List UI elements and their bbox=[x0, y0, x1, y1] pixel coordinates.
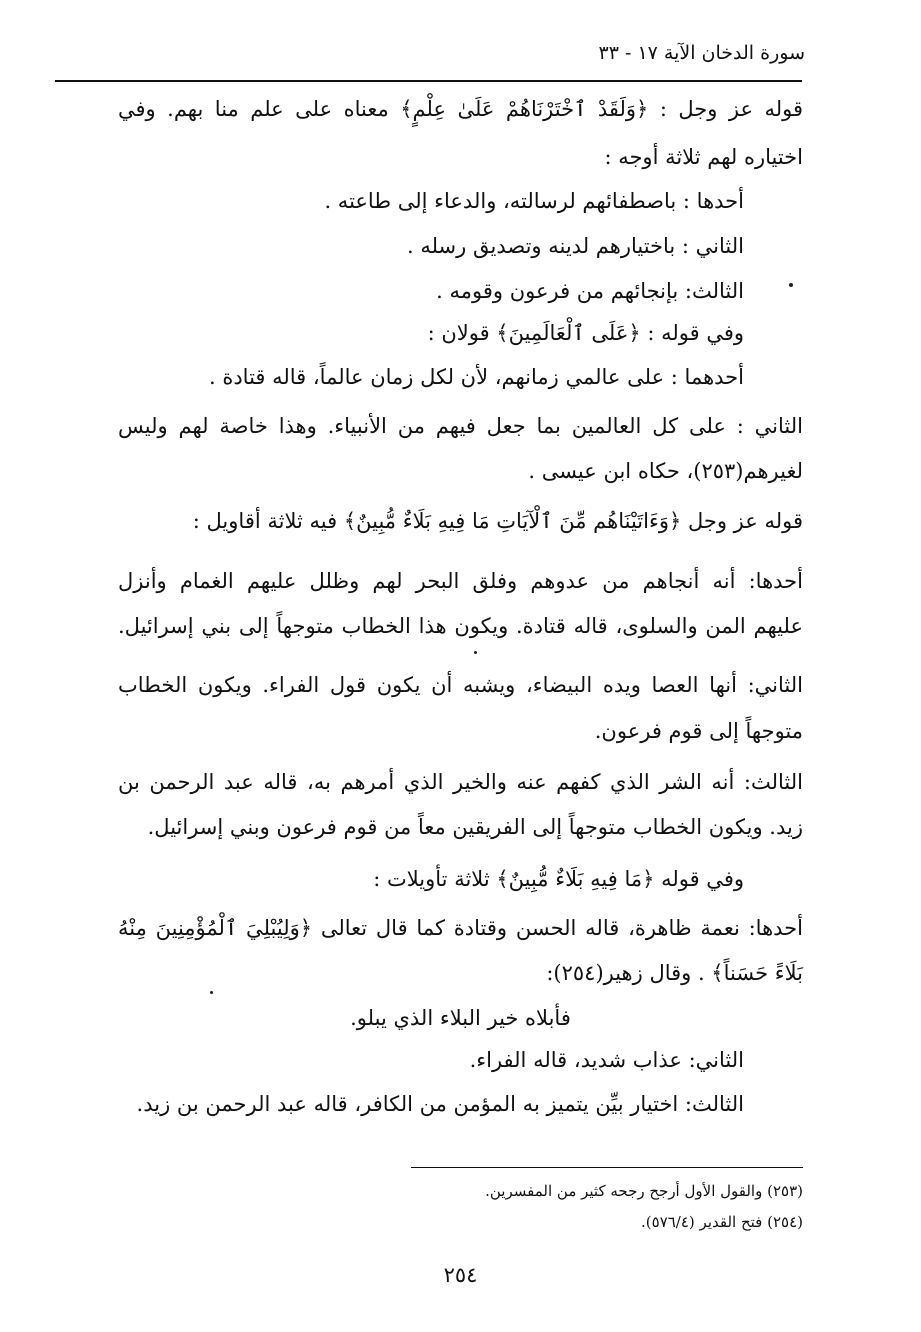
body-line: الثالث: أنه الشر الذي كفهم عنه والخير الذي أمرهم به، قاله عبد الرحمن بن bbox=[118, 770, 803, 794]
ink-speck bbox=[789, 283, 793, 287]
ink-speck bbox=[210, 991, 213, 994]
body-line: قوله عز وجل ﴿وَءَاتَيْنَاهُم مِّنَ ٱلْآيَاتِ مَا فِيهِ بَلَاءٌ مُّبِينٌ﴾ فيه ثلاثة أقاويل : bbox=[192, 509, 803, 533]
body-line: الثاني : على كل العالمين بما جعل فيهم من الأنبياء. وهذا خاصة لهم وليس bbox=[118, 414, 803, 438]
ink-speck bbox=[474, 651, 477, 654]
body-line: أحدها: أنه أنجاهم من عدوهم وفلق البحر لهم وظلل عليهم الغمام وأنزل bbox=[118, 569, 803, 593]
footnote-rule bbox=[411, 1167, 803, 1168]
body-line: الثاني : باختيارهم لدينه وتصديق رسله . bbox=[407, 234, 744, 258]
running-header: سورة الدخان الآية ١٧ - ٣٣ bbox=[598, 42, 805, 64]
page-number: ٢٥٤ bbox=[443, 1263, 478, 1287]
body-line: قوله عز وجل : ﴿وَلَقَدْ ٱخْتَرْنَاهُمْ عَلَىٰ عِلْمٍ﴾ معناه على علم منا بهم. وفي bbox=[118, 97, 803, 121]
footnote: (٢٥٤) فتح القدير (٥٧٦/٤). bbox=[641, 1213, 803, 1231]
body-line: زيد. ويكون الخطاب متوجهاً إلى الفريقين معاً من قوم فرعون وبني إسرائيل. bbox=[147, 815, 803, 839]
body-line: عليهم المن والسلوى، قاله قتادة. ويكون هذا الخطاب متوجهاً إلى بني إسرائيل. bbox=[118, 614, 803, 638]
body-line: أحدها : باصطفائهم لرسالته، والدعاء إلى طاعته . bbox=[324, 189, 744, 213]
poetry-line: فأبلاه خير البلاء الذي يبلو. bbox=[350, 1006, 571, 1030]
body-line: الثالث: بإنجائهم من فرعون وقومه . bbox=[436, 279, 744, 303]
body-line: وفي قوله : ﴿عَلَى ٱلْعَالَمِينَ﴾ قولان : bbox=[427, 321, 744, 345]
body-line: اختياره لهم ثلاثة أوجه : bbox=[604, 145, 803, 169]
body-line: الثاني: عذاب شديد، قاله الفراء. bbox=[469, 1048, 744, 1072]
body-line: الثالث: اختيار بيِّن يتميز به المؤمن من الكافر، قاله عبد الرحمن بن زيد. bbox=[136, 1092, 744, 1116]
body-line: أحدها: نعمة ظاهرة، قاله الحسن وقتادة كما قال تعالى ﴿وَلِيُبْلِيَ ٱلْمُؤْمِنِينَ مِنْهُ bbox=[118, 916, 803, 940]
body-line: أحدهما : على عالمي زمانهم، لأن لكل زمان عالماً، قاله قتادة . bbox=[208, 365, 744, 389]
body-line: الثاني: أنها العصا ويده البيضاء، ويشبه أن يكون قول الفراء. ويكون الخطاب bbox=[118, 673, 803, 697]
body-line: بَلَاءً حَسَناً﴾ . وقال زهير(٢٥٤): bbox=[546, 961, 803, 985]
body-line: لغيرهم(٢٥٣)، حكاه ابن عيسى . bbox=[528, 459, 803, 483]
body-line: متوجهاً إلى قوم فرعون. bbox=[594, 719, 803, 743]
header-rule bbox=[55, 80, 802, 82]
body-line: وفي قوله ﴿مَا فِيهِ بَلَاءٌ مُّبِينٌ﴾ ثلاثة تأويلات : bbox=[373, 867, 744, 891]
footnote: (٢٥٣) والقول الأول أرجح رجحه كثير من المفسرين. bbox=[485, 1182, 803, 1200]
